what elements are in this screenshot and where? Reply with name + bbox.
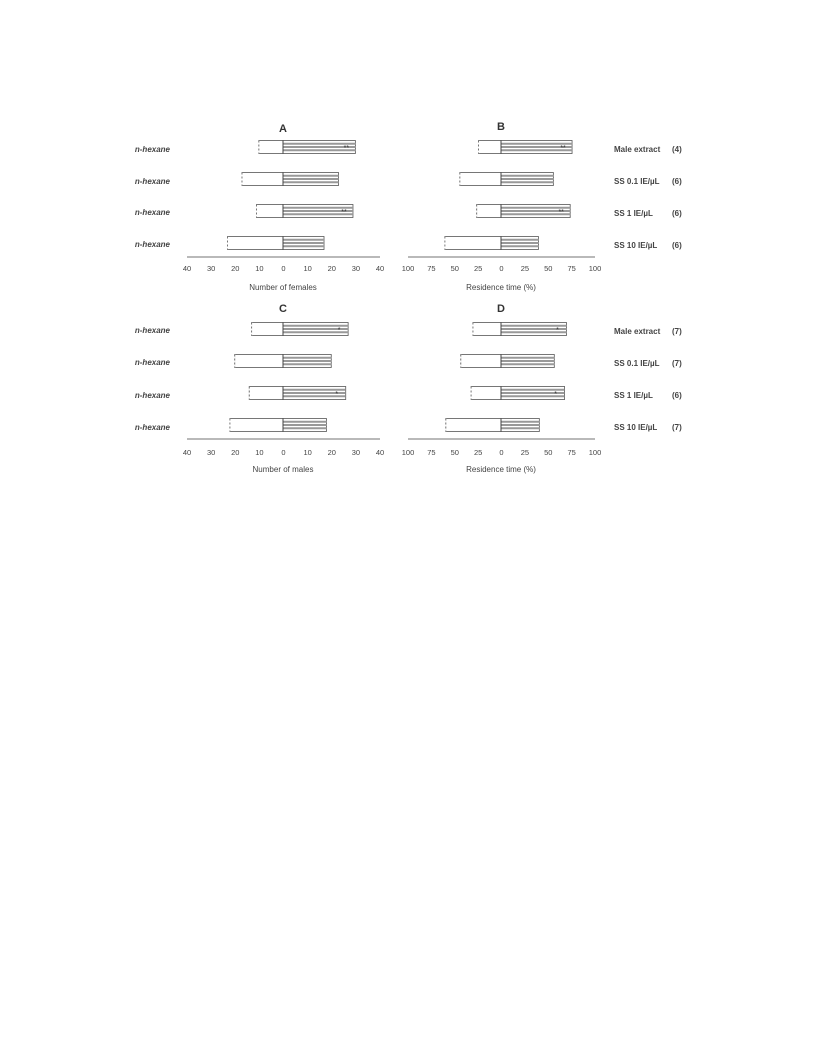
x-tick-label: 0 [499,448,504,457]
x-tick-label: 30 [351,264,361,273]
row-label-bottom-0: n-hexane [134,326,170,335]
x-tick-label: 30 [351,448,361,457]
control-bar [446,419,501,432]
x-tick-label: 20 [327,448,336,457]
treatment-n-bottom-3: (7) [672,423,682,432]
panel-title-a: A [279,123,287,135]
x-tick-label: 30 [206,264,216,273]
panel-d [402,323,602,475]
treatment-n-bottom-1: (7) [672,359,682,368]
x-tick-label: 30 [206,448,216,457]
row-label-top-2: n-hexane [134,208,170,217]
x-tick-label: 50 [544,264,553,273]
x-tick-label: 0 [281,264,286,273]
x-tick-label: 50 [544,448,553,457]
x-tick-label: 100 [401,448,415,457]
treatment-label-bottom-1: SS 0.1 IE/µL [614,359,660,368]
panel-c [183,323,384,475]
significance-marker: ** [558,209,564,216]
control-bar [471,387,501,400]
treatment-label-bottom-3: SS 10 IE/µL [614,423,658,432]
significance-marker: * [556,327,559,334]
x-tick-label: 20 [231,448,240,457]
panel-a [183,141,384,293]
x-tick-label: 20 [327,264,336,273]
significance-marker: * [335,391,339,398]
control-bar [235,355,283,368]
row-label-bottom-1: n-hexane [134,358,170,367]
row-label-top-1: n-hexane [134,177,170,186]
x-axis-label: Residence time (%) [466,283,536,292]
treatment-label-top-1: SS 0.1 IE/µL [614,177,660,186]
control-bar [473,323,501,336]
treatment-label-top-0: Male extract [614,145,661,154]
x-axis-label: Number of males [252,465,314,474]
x-tick-label: 75 [427,448,436,457]
x-tick-label: 10 [303,264,312,273]
significance-marker: * [337,327,341,334]
x-tick-label: 25 [473,264,483,273]
control-bar [252,323,283,336]
x-tick-label: 0 [499,264,504,273]
x-tick-label: 40 [182,448,192,457]
x-tick-label: 75 [427,264,436,273]
row-label-top-0: n-hexane [134,145,170,154]
significance-marker: * [554,391,557,398]
row-label-bottom-2: n-hexane [134,391,170,400]
x-tick-label: 10 [303,448,312,457]
treatment-label-top-2: SS 1 IE/µL [614,209,653,218]
x-tick-label: 75 [567,448,576,457]
control-bar [479,141,501,154]
panel-title-b: B [497,121,505,133]
x-tick-label: 25 [473,448,483,457]
treatment-n-top-3: (6) [672,241,682,250]
treatment-n-bottom-2: (6) [672,391,682,400]
x-tick-label: 50 [450,448,459,457]
x-tick-label: 10 [255,264,264,273]
treatment-label-bottom-2: SS 1 IE/µL [614,391,653,400]
plots [183,141,601,475]
control-bar [445,237,501,250]
significance-marker: ** [341,209,347,216]
treatment-n-bottom-0: (7) [672,327,682,336]
x-axis-label: Residence time (%) [466,465,536,474]
treatment-n-top-1: (6) [672,177,682,186]
control-bar [230,419,283,432]
x-tick-label: 20 [231,264,240,273]
control-bar [460,173,501,186]
control-bar [259,141,283,154]
treatment-n-top-0: (4) [672,145,682,154]
x-tick-label: 0 [281,448,286,457]
x-tick-label: 25 [520,448,530,457]
x-tick-label: 10 [255,448,264,457]
significance-marker: ** [560,145,566,152]
x-tick-label: 100 [588,448,602,457]
row-label-bottom-3: n-hexane [134,423,170,432]
x-tick-label: 40 [182,264,192,273]
x-tick-label: 100 [401,264,415,273]
x-tick-label: 50 [450,264,459,273]
panel-b [402,141,602,293]
control-bar [249,387,283,400]
x-tick-label: 40 [375,448,385,457]
x-tick-label: 100 [588,264,602,273]
control-bar [256,205,283,218]
control-bar [461,355,501,368]
treatment-n-top-2: (6) [672,209,682,218]
panel-title-c: C [279,303,287,315]
x-tick-label: 75 [567,264,576,273]
x-axis-label: Number of females [249,283,317,292]
significance-marker: ** [343,145,350,152]
control-bar [477,205,501,218]
x-tick-label: 25 [520,264,530,273]
control-bar [228,237,283,250]
treatment-label-bottom-0: Male extract [614,327,661,336]
control-bar [242,173,283,186]
x-tick-label: 40 [375,264,385,273]
panel-title-d: D [497,303,505,315]
row-label-top-3: n-hexane [134,240,170,249]
treatment-label-top-3: SS 10 IE/µL [614,241,658,250]
